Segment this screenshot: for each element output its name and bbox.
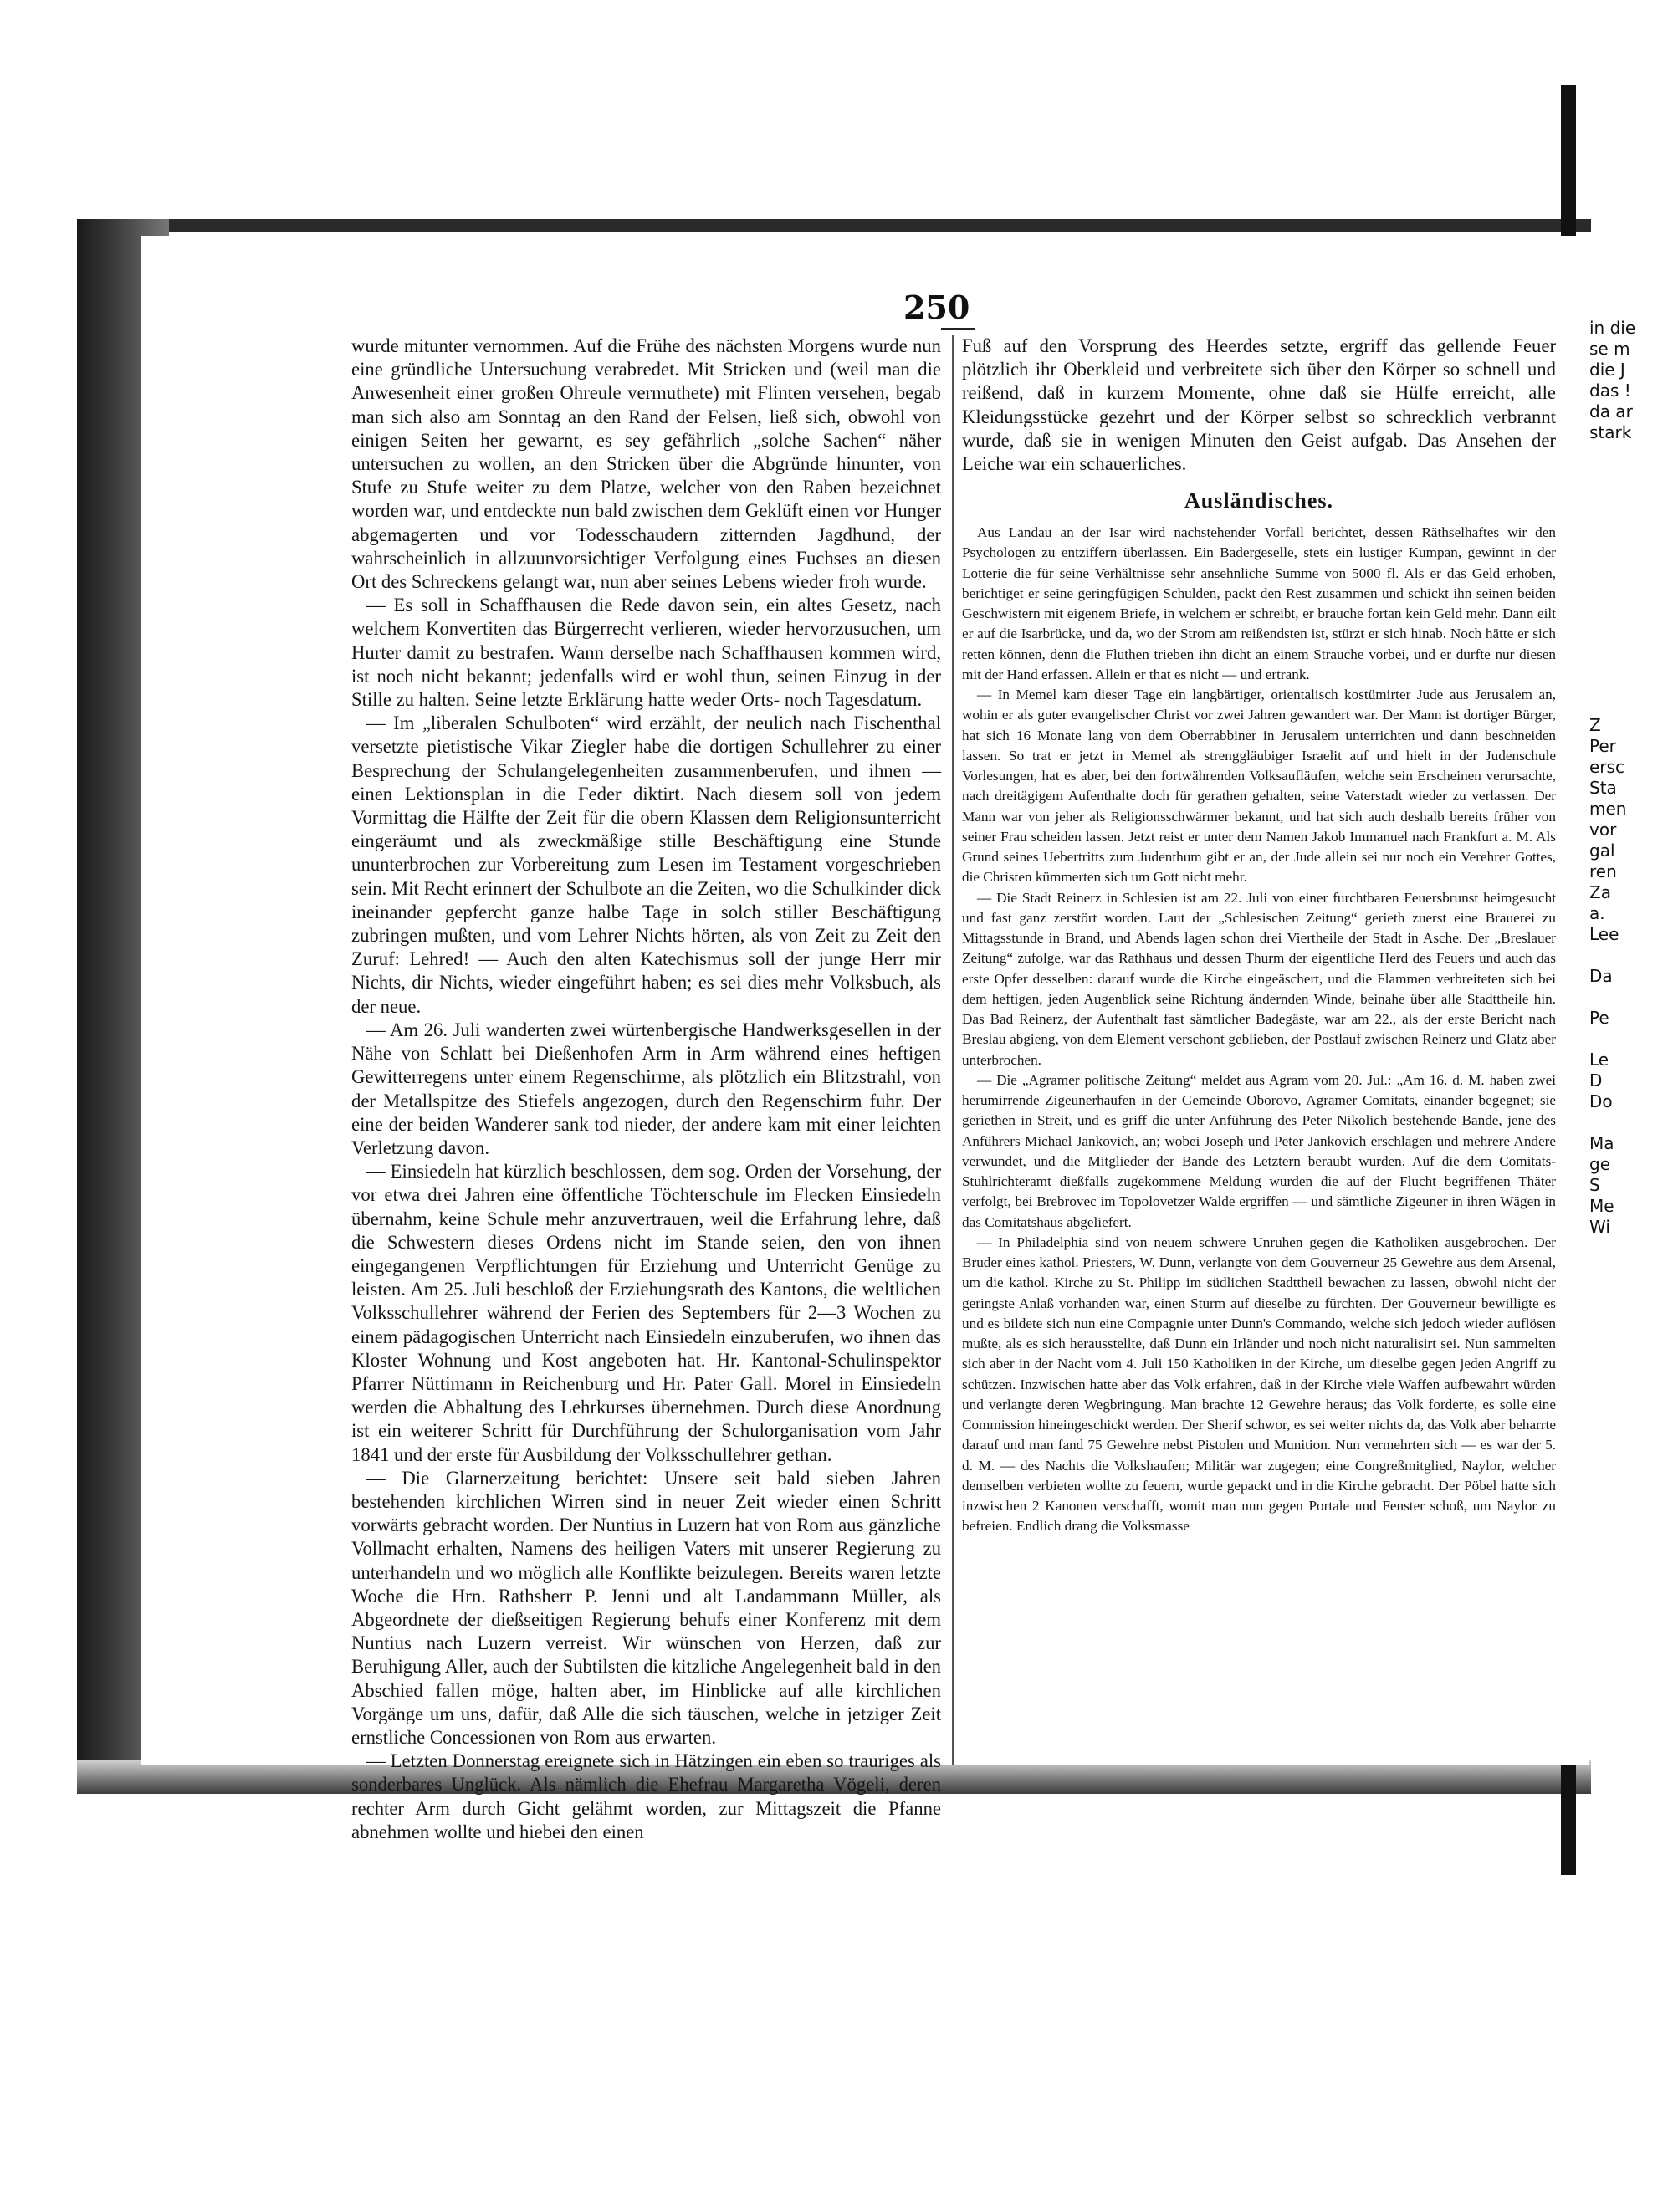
adjacent-page-fragment-line: gal <box>1589 840 1615 861</box>
adjacent-page-fragment-line: ren <box>1589 861 1617 881</box>
left-paragraph: — Letzten Donnerstag ereignete sich in Hätzingen ein eben so trauriges als sonderbares Unglück. Als nämlich die Ehefrau Margaretha Vögeli, deren rechter Arm durch Gicht gelähmt worden, zur Mittagszeit die Pfanne abnehmen wollte und hiebei den einen <box>351 1750 941 1842</box>
adjacent-page-fragment-line: Za <box>1589 882 1611 902</box>
adjacent-page-fragment-line: vor <box>1589 820 1617 840</box>
adjacent-page-fragment-line <box>1589 548 1673 569</box>
left-paragraph: — Am 26. Juli wanderten zwei würtenbergische Handwerksgesellen in der Nähe von Schlatt bei Dießenhofen Arm in Arm während eines heftigen Gewitterregens unter einem Regenschirme, als plötzlich ein Blitzstrahl, von der Metallspitze des Stiefels angezogen, durch den Regenschirm fuhr. Der eine der beiden Wanderer sank tod nieder, der andere kam mit einer leichten Verletzung davon. <box>351 1019 941 1158</box>
adjacent-page-fragment-line: Lee <box>1589 924 1619 944</box>
adjacent-page-fragment-line <box>1589 945 1673 966</box>
right-column <box>962 335 1556 1537</box>
left-paragraph: — Es soll in Schaffhausen die Rede davon sein, ein altes Gesetz, nach welchem Konvertiten das Bürgerrecht verlieren, wieder hervorzusuchen, um Hurter damit zu bestrafen. Wann derselbe nach Schaffhausen kommen wird, ist noch nicht bekannt; jedenfalls wird er wohl thun, seinen Einzug in der Stille zu halten. Seine letzte Erklärung hatte weder Orts- noch Tagesdatum. <box>351 595 941 711</box>
adjacent-page-fragment-line: Ma <box>1589 1133 1614 1153</box>
adjacent-page-fragment-line <box>1589 694 1673 715</box>
adjacent-page-fragment-line <box>1589 987 1673 1008</box>
right-paragraph: — Die Stadt Reinerz in Schlesien ist am 22. Juli von einer furchtbaren Feuersbrunst heimgesucht und fast ganz zerstört worden. Laut der „Schlesischen Zeitung“ gerieth zuerst eine Brauerei zu Mittagsstunde in Brand, und Abends lagen schon drei Viertheile der Stadt in Asche. Der „Breslauer Zeitung“ zufolge, war das Rathhaus und dessen Thurm der eigentliche Herd des Feuers und auch das erste Opfer desselben: darauf wurde die Kirche eingeäschert, und die Flammen verbreiteten sich bei dem heftigen, jeden Augenblick seine Richtung ändernden Winde, beinahe über alle Stadttheile hin. Das Bad Reinerz, der Aufenthalt fast sämtlicher Badegäste, war am 22., als der erste Bericht nach Breslau abgieng, von dem Element verschont geblieben, der Postlauf zwischen Reinerz und Glatz aber unterbrochen. <box>962 889 1556 1068</box>
adjacent-page-fragment-line: die J <box>1589 360 1625 380</box>
adjacent-page-fragment-line: das ! <box>1589 381 1631 401</box>
adjacent-page-fragment-line <box>1589 631 1673 652</box>
adjacent-page-fragment-line <box>1589 527 1673 548</box>
adjacent-page-fragment-line <box>1589 485 1673 506</box>
adjacent-page-fragment-line <box>1589 464 1673 485</box>
adjacent-page-fragment-line: se m <box>1589 339 1630 359</box>
adjacent-page-fragment-line: Me <box>1589 1196 1614 1216</box>
adjacent-page-fragment-line: ge <box>1589 1154 1610 1174</box>
right-paragraph: — In Memel kam dieser Tage ein langbärtiger, orientalisch kostümirter Jude aus Jerusalem an, wohin er als guter evangelischer Christ vor zwei Jahren gewandert war. Der Mann ist dortiger Bürger, hat sich 16 Monate lang von dem Oberrabbiner in Jerusalem unterrichten und dann beschneiden lassen. So trat er jetzt in Memel als strenggläubiger Israelit auf und hielt in der Judenschule Vorlesungen, hat es aber, bei den fortwährenden Volksaufläufen, welche sein Erscheinen verursachte, nach dreitägigem Aufenthalte doch für gerathen gehalten, seine Vaterstadt wieder zu verlassen. Der Mann war von jeher als Religionsschwärmer bekannt, und hat sich auch deshalb bereits früher von seiner Frau scheiden lassen. Jetzt reist er unter dem Namen Jakob Immanuel nach Frankfurt a. M. Als Grund seines Uebertritts zum Judenthum gibt er an, der Jude allein sei nur noch ein Verehrer Gottes, die Christen kümmerten sich um Gott nicht mehr. <box>962 687 1556 886</box>
left-paragraph: — Einsiedeln hat kürzlich beschlossen, dem sog. Orden der Vorsehung, der vor etwa drei Jahren eine öffentliche Töchterschule im Flecken Einsiedeln übernahm, keine Schule mehr anzuvertrauen, weil die Erfahrung lehre, daß die Schwestern dieses Ordens nicht im Stande seien, den von ihnen eingegangenen Verpflichtungen für Erziehung und Unterricht Genüge zu leisten. Am 25. Juli beschloß der Erziehungsrath des Kantons, die weltlichen Volksschullehrer während der Ferien des Septembers für 2—3 Wochen zu einem pädagogischen Unterricht nach Einsiedeln einzuberufen, wo ihnen das Kloster Wohnung und Kost angeboten hat. Hr. Kantonal-Schulinspektor Pfarrer Nüttimann in Reichenburg und Hr. Pater Gall. Morel in Einsiedeln werden die Abhaltung des Lehrkurses übernehmen. Durch diese Anordnung ist ein weiterer Schritt für Durchführung der Schulorganisation vom Jahr 1841 und der erste für Ausbildung der Volksschullehrer gethan. <box>351 1161 941 1465</box>
adjacent-page-fragment-line <box>1589 673 1673 694</box>
adjacent-page-fragment-line: Sta <box>1589 778 1617 798</box>
left-column <box>351 335 941 1844</box>
adjacent-page-fragment-line: Da <box>1589 966 1613 986</box>
right-paragraph: — Die „Agramer politische Zeitung“ meldet aus Agram vom 20. Jul.: „Am 16. d. M. haben zwei herumirrende Zigeunerhaufen in der Gemeinde Oborovo, Agramer Comitats, einander begegnet; sie geriethen in Streit, und es griff die unter Anführung des Peter Nikolich bestehende Bande, jene des Anführers Michael Jankovich, an; wobei Joseph und Peter Jankovich erschlagen und mehrere Andere verwundet, und die Mitglieder der Bande des Letztern beraubt wurden. Auf die dem Comitats-Stuhlrichteramt dießfalls zugekommene Meldung wurden die auf der Flucht begriffenen Thäter verfolgt, bei Brebrovec im Topolovetzer Walde ergriffen — und sämtliche Zigeuner in ihren Wägen in das Comitatshaus abgeliefert. <box>962 1071 1556 1230</box>
adjacent-page-fragment-line: stark <box>1589 422 1632 442</box>
right-paragraph: — In Philadelphia sind von neuem schwere Unruhen gegen die Katholiken ausgebrochen. Der Bruder eines kathol. Priesters, W. Dunn, verlangte von dem Gouverneur 25 Gewehre aus dem Arsenal, um die kathol. Kirche zu St. Philipp im südlichen Stadttheil bewachen zu lassen, obwohl nicht der geringste Anlaß vorhanden war, einen Sturm auf dieselbe zu fürchten. Der Gouverneur bewilligte es und es bildete sich nun eine Compagnie unter Dunn's Commando, welche sich jedoch wieder auflösen mußte, als es sich herausstellte, daß Dunn ein Irländer und noch nicht naturalisirt sei. Nun sammelten sich aber in der Nacht vom 4. Juli 150 Katholiken in der Kirche, um dieselbe gegen jeden Angriff zu schützen. Inzwischen hatte aber das Volk erfahren, daß in der Kirche viele Waffen aufbewahrt würden und verlangte deren Wegbringung. Man brachte 12 Gewehre heraus; das Volk forderte, es solle eine Commission hineingeschickt werden. Der Sherif schwor, es sei weiter nichts da, das Volk aber beharrte darauf und man fand 75 Gewehre nebst Pistolen und Munition. Nun vermehrten sich — es war der 5. d. M. — des Nachts die Volkshaufen; Militär war zugegen; eine Congreßmitglied, Naylor, welcher demselben verbieten wollte zu feuern, wurde gepackt und in die Kirche gebracht. Der Pöbel hatte sich inzwischen 2 Kanonen verschafft, womit man nun gegen Portale und Fenster schoß, um Naylor zu befreien. Endlich drang die Volksmasse <box>962 1234 1556 1535</box>
left-paragraph: — Die Glarnerzeitung berichtet: Unsere seit bald sieben Jahren bestehenden kirchlichen Wirren sind in neuer Zeit wieder einen Schritt vorwärts gebracht worden. Der Nuntius in Luzern hat von Rom aus gänzliche Vollmacht erhalten, Namens des heiligen Vaters mit unserer Regierung zu unterhandeln und wo möglich alle Konflikte beizulegen. Bereits waren letzte Woche die Hrn. Rathsherr P. Jenni und alt Landammann Müller, als Abgeordnete der dießseitigen Regierung behufs einer Konferenz mit dem Nuntius nach Luzern verreist. Wir wünschen von Herzen, daß zur Beruhigung Aller, auch der Subtilsten die kitzliche Angelegenheit bald in den Abschied fallen möge, halten aber, im Hinblicke auf alle kirchlichen Vorgänge um uns, dafür, daß Alle die sich täuschen, welche in jetziger Zeit ernstliche Concessionen von Rom aus erwarten. <box>351 1467 941 1748</box>
adjacent-page-fragment-line: Wi <box>1589 1217 1610 1237</box>
section-heading: Ausländisches. <box>1184 488 1333 513</box>
left-paragraph: wurde mitunter vernommen. Auf die Frühe des nächsten Morgens wurde nun eine gründliche Untersuchung verabredet. Mit Stricken und (weil man die Anwesenheit einer großen Ohreule vermuthete) mit Flinten versehen, begab man sich also am Sonntag an den Rand der Felsen, ließ sich, obwohl von einigen Seiten her gewarnt, es sey gefährlich „solche Sachen“ näher untersuchen zu wollen, an den Stricken über die Abgründe hinunter, von Stufe zu Stufe weiter zu dem Platze, welcher von den Raben bezeichnet worden war, und entdeckte nun bald zwischen dem Geklüft einen vor Hunger abgemagerten und vor Todesschaudern zitternden Jagdhund, der wahrscheinlich in allzuunvorsichtiger Verfolgung eines Fuchses an diesen Ort des Schreckens gelangt war, nun aber seines Lebens wieder froh wurde. <box>351 335 941 593</box>
adjacent-page-fragment-line: in die <box>1589 318 1636 338</box>
adjacent-page-fragment-line: Le <box>1589 1050 1609 1070</box>
left-paragraph: — Im „liberalen Schulboten“ wird erzählt, der neulich nach Fischenthal versetzte pietistische Vikar Ziegler habe die dortigen Schullehrer zu einer Besprechung der Schulangelegenheiten zusammenberufen, und ihnen — einen Lektionsplan in die Feder diktirt. Nach diesem soll von jedem Vormittag die Hälfte der Zeit für die obern Klassen dem Religionsunterricht eingeräumt und als zweckmäßige stille Beschäftigung eine Stunde ununterbrochen zur Vorbereitung zum Lesen im Testament vorgeschrieben sein. Mit Recht erinnert der Schulbote an die Zeiten, wo die Schulkinder dick ineinander gepfercht ganze halbe Tage in solch stiller Beschäftigung zubringen mußten, und vom Lehrer Nichts hörten, als von Zeit zu Zeit den Zuruf: Lehred! — Auch den alten Katechismus soll der junge Herr mir Nichts, dir Nichts, wieder eingeführt haben; es sei dies mehr Volksbuch, als der neue. <box>351 713 941 1017</box>
adjacent-page-fragment-line: Per <box>1589 736 1616 756</box>
scan-top-edge <box>77 219 1591 232</box>
adjacent-page-fragment-line <box>1589 652 1673 673</box>
adjacent-page-fragment-line <box>1589 1029 1673 1050</box>
column-divider <box>952 335 954 1765</box>
adjacent-page-fragment-line <box>1589 1112 1673 1133</box>
adjacent-page-fragment-line <box>1589 610 1673 631</box>
page-number-underline <box>941 328 975 330</box>
adjacent-page-fragment-line: ersc <box>1589 757 1624 777</box>
adjacent-page-fragment-line: Pe <box>1589 1008 1609 1028</box>
adjacent-page-fragment-line: Z <box>1589 715 1601 735</box>
right-continuation-paragraph: Fuß auf den Vorsprung des Heerdes setzte, ergriff das gellende Feuer plötzlich ihr Oberkleid und verbreitete sich über den Körper so schnell und reißend, daß in kurzem Momente, ohne daß sie Hülfe erreicht, alle Kleidungsstücke gezehrt und der Körper selbst so schrecklich verbrannt wurde, daß sie in wenigen Minuten den Geist aufgab. Das Ansehen der Leiche war ein schauerliches. <box>962 335 1556 475</box>
adjacent-page-fragment-line: D <box>1589 1070 1603 1091</box>
adjacent-page-fragment-line: men <box>1589 799 1627 819</box>
adjacent-page-fragments <box>1589 318 1673 1907</box>
adjacent-page-fragment-line: a. <box>1589 903 1605 923</box>
adjacent-page-fragment-line <box>1589 569 1673 590</box>
right-paragraph: Aus Landau an der Isar wird nachstehender Vorfall berichtet, dessen Räthselhaftes wir den Psychologen zu entziffern überlassen. Ein Badergeselle, stets ein lustiger Kumpan, gewinnt in der Lotterie die für seine Verhältnisse sehr ansehnliche Summe von 5000 fl. Als er das Geld erhoben, berichtiget er seine geringfügigen Schulden, packt den Rest zusammen und schickt ihn seinen beiden Geschwistern mit eigenem Briefe, in welchem er schreibt, er brauche fortan kein Geld mehr. Dann eilt er auf die Isarbrücke, und da, wo der Strom am reißendsten ist, stürzt er sich hinab. Noch hätte er sich retten können, denn die Fluthen trieben ihn dicht an einem Strauche vorbei, und er durfte nur diesen mit der Hand erfassen. Allein er that es nicht — und ertrank. <box>962 524 1556 682</box>
adjacent-page-fragment-line: Do <box>1589 1091 1613 1111</box>
adjacent-page-fragment-line: S <box>1589 1175 1600 1195</box>
adjacent-page-fragment-line <box>1589 443 1673 464</box>
adjacent-page-fragment-line: da ar <box>1589 401 1633 421</box>
page-number: 250 <box>903 289 970 326</box>
adjacent-page-fragment-line <box>1589 506 1673 527</box>
adjacent-page-fragment-line <box>1589 590 1673 610</box>
